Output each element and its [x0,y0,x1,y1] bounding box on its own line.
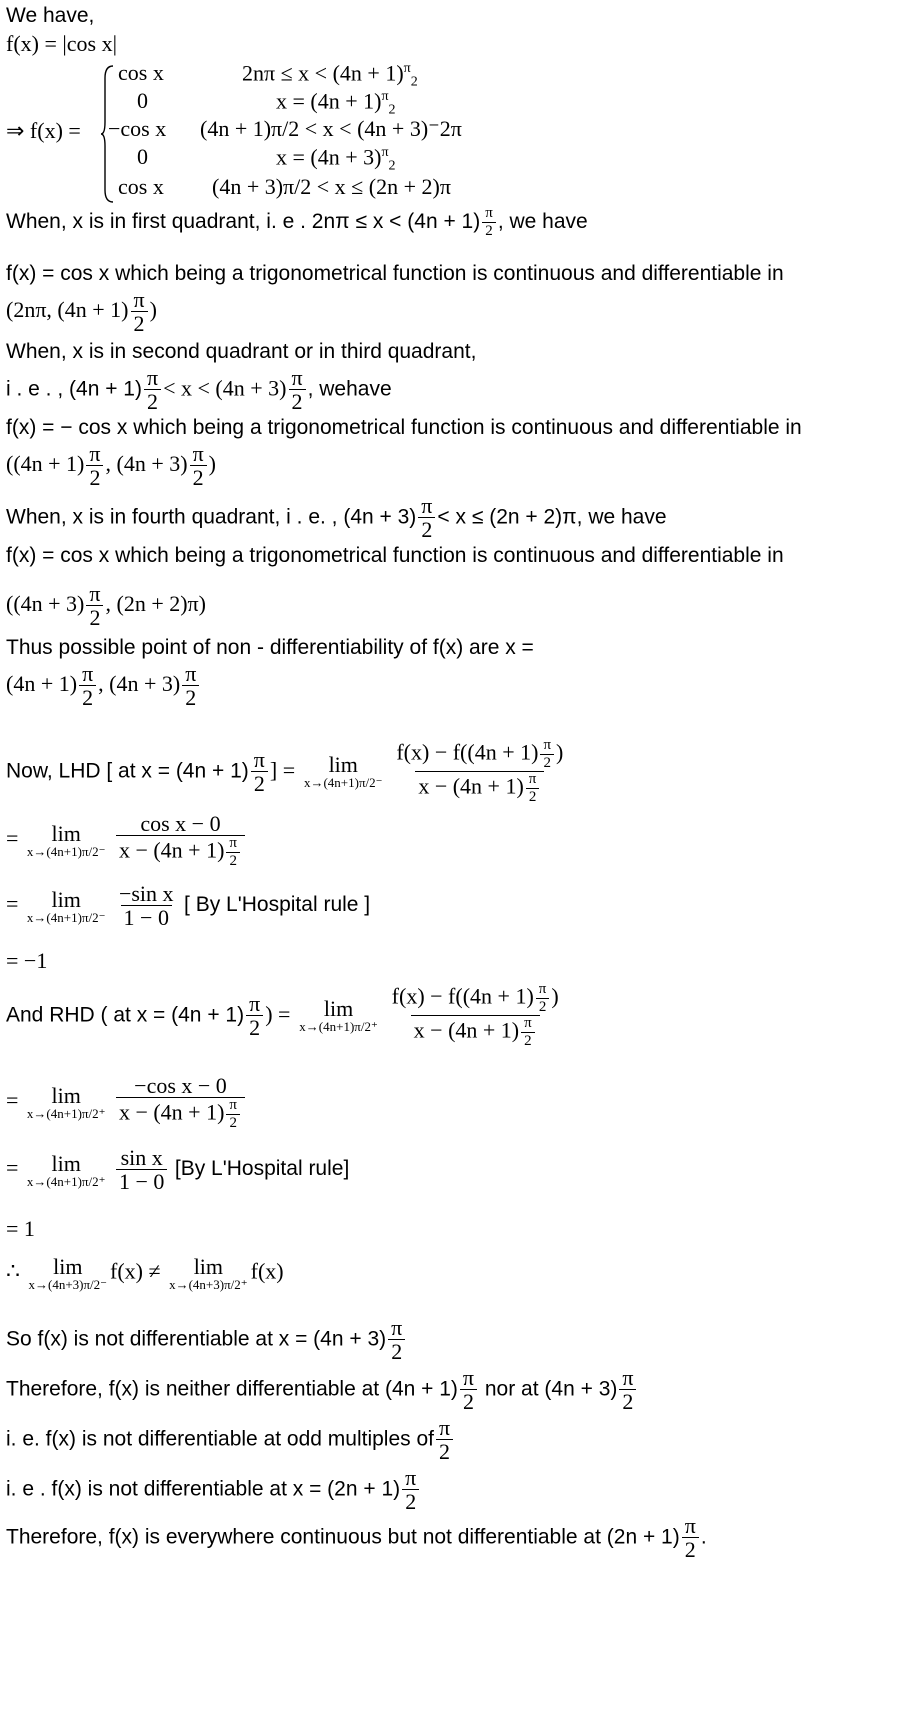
rhd-value: = 1 [6,1216,35,1241]
case-5-expr: cos x [118,174,164,199]
case-5-cond: (4n + 3)π/2 < x ≤ (2n + 2)π [212,174,451,199]
continuity-line-1: f(x) = cos x which being a trigonometrical function is continuous and differentiable in [6,262,784,285]
quadrant-1-line: When, x is in first quadrant, i. e . 2nπ ≤ x < (4n + 1) $\frac{\pi}{2}$ , we have [6,205,588,239]
rhd-line: And RHD ( at x = (4n + 1) $\frac{\pi}{2}$ ) = lim x→(4n+1)π/2⁺ f(x) − f((4n + 1) $\frac{\pi}{2}$ ) x − (4n + 1) $\frac{\pi}{2}$ [6,981,559,1049]
case-4-expr: 0 [137,144,148,169]
quadrant-23-range: i . e . , (4n + 1) $\frac{\pi}{2}$ < x < (4n + 3) $\frac{\pi}{2}$ , wehave [6,365,392,415]
continuity-line-2: f(x) = − cos x which being a trigonometrical function is continuous and differentiable in [6,416,802,439]
conclusion-3: i. e. f(x) is not differentiable at odd multiples of $\frac{\pi}{2}$ [6,1416,455,1464]
possible-points: (4n + 1) $\frac{\pi}{2}$ , (4n + 3) $\frac{\pi}{2}$ [6,662,201,710]
lhd-step-1: = lim x→(4n+1)π/2⁻ cos x − 0 x − (4n + 1) $\frac{\pi}{2}$ [6,812,247,869]
intro-text: We have, [6,4,95,27]
interval-2: ((4n + 1) $\frac{\pi}{2}$ , (4n + 3) $\frac{\pi}{2}$ ) [6,441,216,491]
case-1-expr: cos x [118,60,164,85]
case-1-cond: $2n\pi \le x < (4n + 1)^\pi_2$ [242,60,418,90]
case-4-cond: $x = (4n + 3)^\pi_2$ [276,144,396,174]
limits-not-equal: ∴ lim x→(4n+3)π/2⁻ f(x) ≠ lim x→(4n+3)π/2⁺ f(x) [6,1254,284,1292]
lhd-value: = −1 [6,948,48,973]
conclusion-5: Therefore, f(x) is everywhere continuous but not differentiable at (2n + 1) $\frac{\pi}{2}$ . [6,1513,707,1563]
possible-points-line: Thus possible point of non - differentiability of f(x) are x = [6,636,534,659]
quadrant-23-line: When, x is in second quadrant or in third quadrant, [6,340,477,363]
conclusion-1: So f(x) is not differentiable at x = (4n + 3) $\frac{\pi}{2}$ [6,1316,407,1364]
quadrant-4-line: When, x is in fourth quadrant, i . e. , (4n + 3) $\frac{\pi}{2}$ < x ≤ (2n + 2)π, we have [6,493,667,543]
implies-label: ⇒ f(x) = [6,118,81,143]
case-2-expr: 0 [137,88,148,113]
function-definition: f(x) = |cos x| [6,31,118,56]
lhd-step-2: = lim x→(4n+1)π/2⁻ $\frac{\text{−sin x}}{1 - 0}$ [ By L'Hospital rule ] [6,881,371,931]
rhd-step-1: = lim x→(4n+1)π/2⁺ −cos x − 0 x − (4n + 1) $\frac{\pi}{2}$ [6,1074,247,1131]
interval-1: (2nπ, (4n + 1) $\frac{\pi}{2}$ ) [6,287,157,337]
case-3-expr: −cos x [108,116,167,141]
case-3-cond: (4n + 1)π/2 < x < (4n + 3)⁻2π [200,116,462,141]
conclusion-4: i. e . f(x) is not differentiable at x = (2n + 1) $\frac{\pi}{2}$ [6,1466,421,1514]
continuity-line-3: f(x) = cos x which being a trigonometrical function is continuous and differentiable in [6,544,784,567]
conclusion-2: Therefore, f(x) is neither differentiable at (4n + 1) $\frac{\pi}{2}$ nor at (4n + 3) $\frac{\pi}{2}$ [6,1366,638,1414]
lhd-line: Now, LHD [ at x = (4n + 1) $\frac{\pi}{2}$ ] = lim x→(4n+1)π/2⁻ f(x) − f((4n + 1) $\frac{\pi}{2}$ ) x − (4n + 1) $\frac{\pi}{2}$ [6,737,564,805]
interval-3: ((4n + 3) $\frac{\pi}{2}$ , (2n + 2)π) [6,581,206,631]
rhd-step-2: = lim x→(4n+1)π/2⁺ $\frac{\text{sin x}}{1 - 0}$ [By L'Hospital rule] [6,1145,350,1195]
case-2-cond: $x = (4n + 1)^\pi_2$ [276,88,396,118]
